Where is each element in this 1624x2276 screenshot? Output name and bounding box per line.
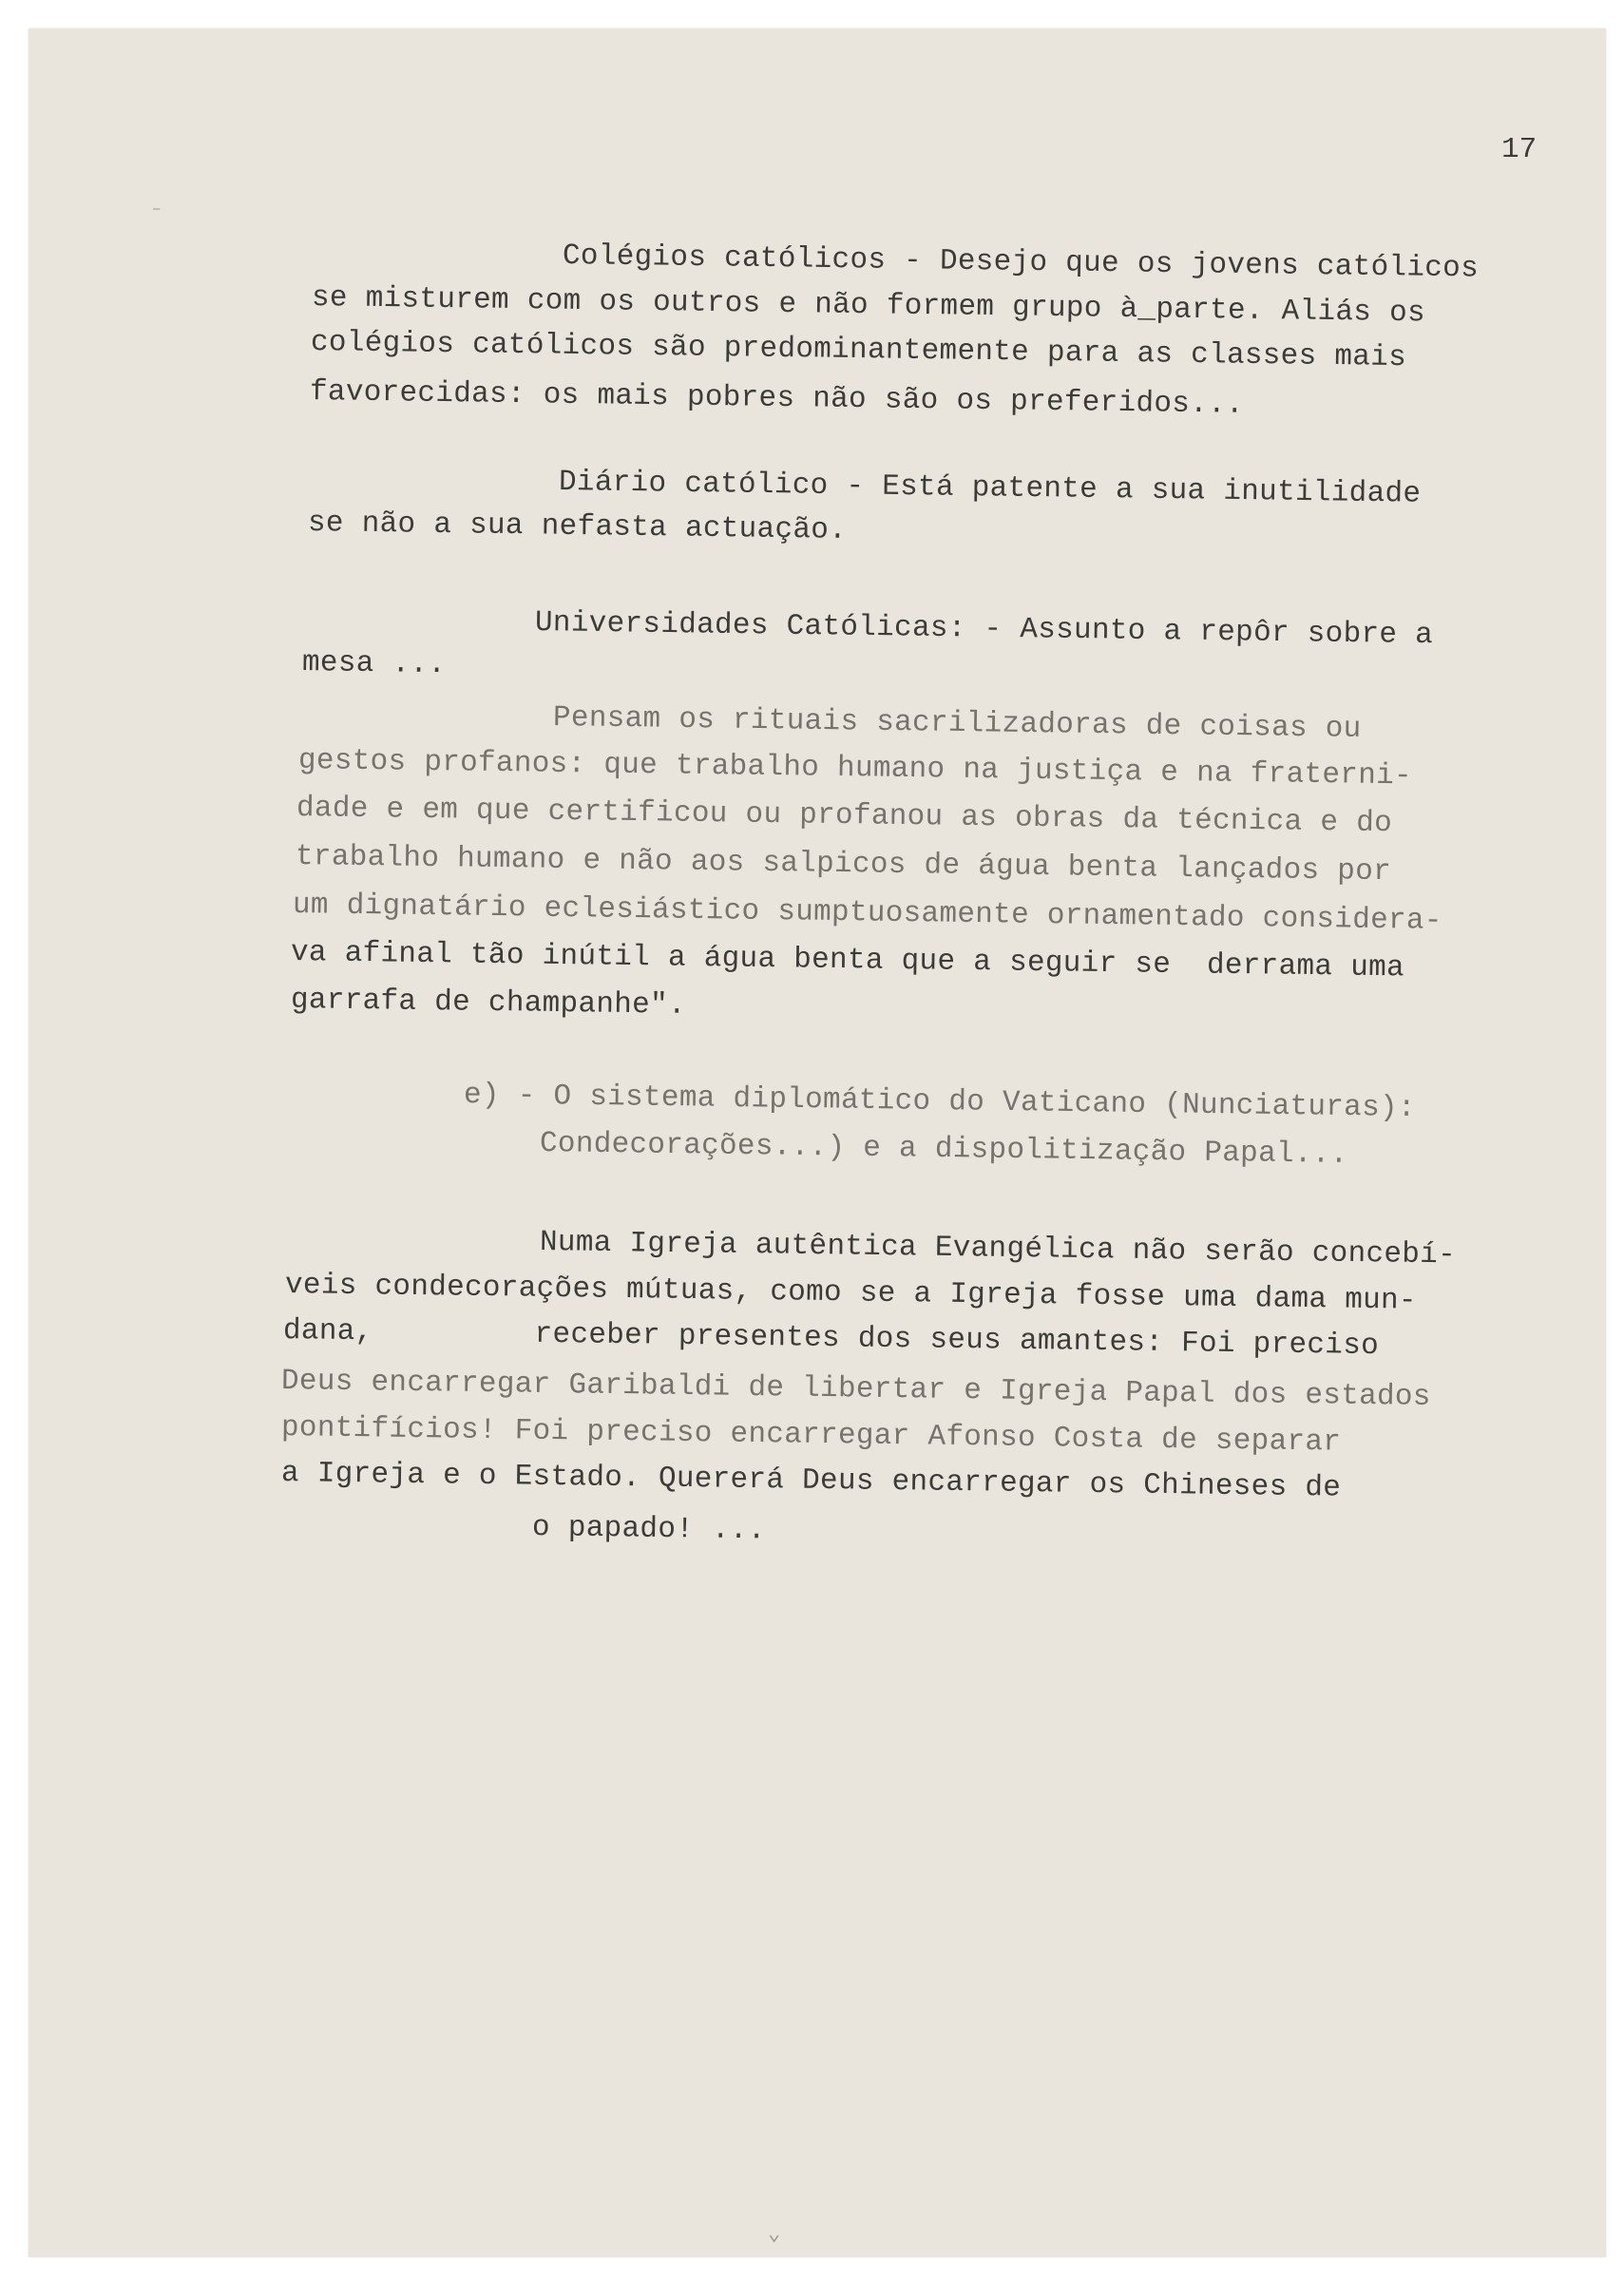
page-number: 17 <box>1501 133 1538 166</box>
igreja-line-2: veis condecorações mútuas, como se a Igreja fosse uma dama mun- <box>284 1269 1418 1318</box>
universidades-line-1: Universidades Católicas: - Assunto a repôr sobre a <box>534 606 1434 653</box>
igreja-line-3: dana, receber presentes dos seus amantes: Foi preciso <box>282 1314 1380 1364</box>
colegios-line-3: colégios católicos são predominantemente para as classes mais <box>310 326 1407 375</box>
igreja-line-4: Deus encarregar Garibaldi de libertar e Igreja Papal dos estados <box>280 1365 1431 1414</box>
colegios-line-2: se misturem com os outros e não formem grupo à_parte. Aliás os <box>311 281 1426 331</box>
item-e-line-1: e) - O sistema diplomático do Vaticano (Nunciaturas): <box>463 1079 1417 1125</box>
universidades-line-2: mesa ... <box>301 646 447 682</box>
diario-line-1: Diário católico - Está patente a sua inutilidade <box>558 466 1422 511</box>
rituais-line-6: va afinal tão inútil a água benta que a seguir se derrama uma <box>290 936 1405 985</box>
paper-speck-mark: ⁻ <box>150 202 163 226</box>
rituais-line-5: um dignatário eclesiástico sumptuosamente ornamentado considera- <box>292 889 1442 938</box>
diario-line-2: se não a sua nefasta actuação. <box>307 507 848 547</box>
igreja-line-5: pontifícios! Foi preciso encarregar Afonso Costa de separar <box>280 1411 1342 1460</box>
rituais-line-1: Pensam os rituais sacrilizadoras de coisas ou <box>552 701 1362 746</box>
colegios-line-1: Colégios católicos - Desejo que os jovens católicos <box>562 239 1480 286</box>
igreja-line-1: Numa Igreja autêntica Evangélica não serão concebí- <box>539 1226 1457 1272</box>
colegios-line-4: favorecidas: os mais pobres não são os preferidos... <box>309 375 1245 422</box>
igreja-line-6: a Igreja e o Estado. Quererá Deus encarregar os Chineses de <box>280 1457 1342 1505</box>
rituais-line-4: trabalho humano e não aos salpicos de água benta lançados por <box>295 840 1392 889</box>
rituais-line-2: gestos profanos: que trabalho humano na justiça e na fraterni- <box>297 744 1413 794</box>
igreja-line-7: o papado! ... <box>531 1511 766 1548</box>
rituais-line-3: dade e em que certificou ou profanou as obras da técnica e do <box>296 792 1393 841</box>
rituais-line-7: garrafa de champanhe". <box>290 984 687 1023</box>
paper-crease-mark: ⌄ <box>768 2223 781 2247</box>
item-e-line-2: Condecorações...) e a dispolitização Papal... <box>539 1127 1348 1172</box>
